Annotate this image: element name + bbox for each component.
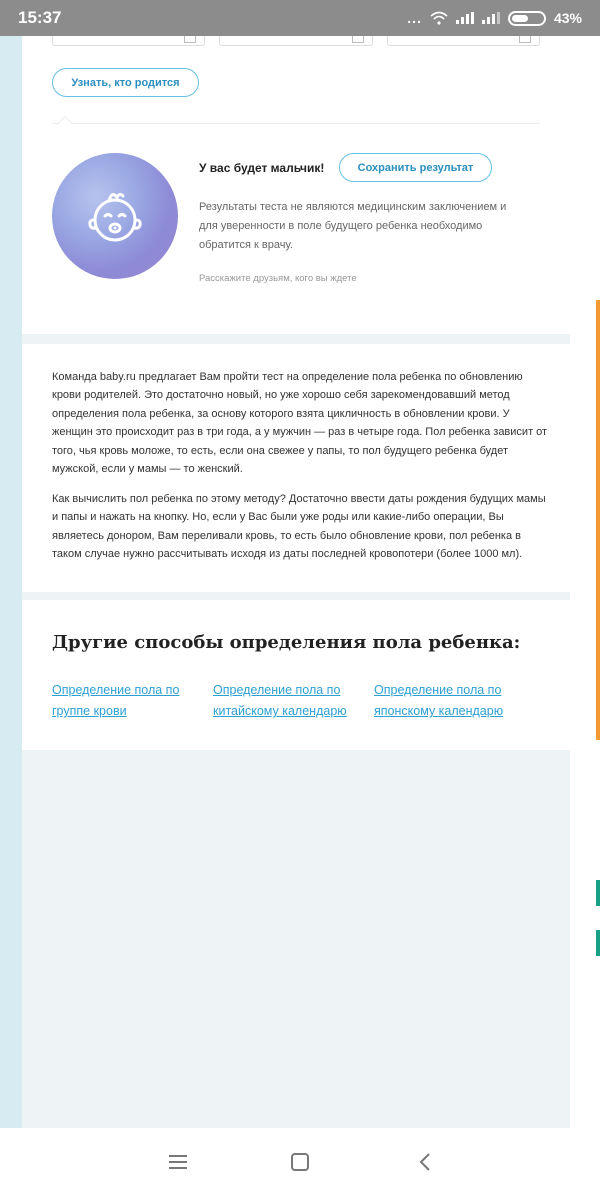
other-methods-card bbox=[22, 600, 570, 750]
link-chinese-calendar[interactable]: Определение пола по китайскому календарю bbox=[213, 683, 347, 718]
back-icon[interactable] bbox=[414, 1150, 438, 1174]
date-select-day[interactable] bbox=[52, 36, 205, 46]
more-dots: ... bbox=[407, 10, 422, 26]
baby-face-icon bbox=[83, 184, 147, 248]
green-sidebar-accent-2 bbox=[596, 930, 600, 956]
share-prompt: Расскажите друзьям, кого вы ждете bbox=[199, 273, 357, 284]
status-icons bbox=[407, 10, 582, 26]
status-bar bbox=[0, 0, 600, 36]
left-sidebar-strip bbox=[0, 36, 22, 1128]
save-result-button[interactable]: Сохранить результат bbox=[339, 153, 492, 182]
other-methods-links bbox=[52, 680, 552, 722]
article-paragraph-1: Команда baby.ru предлагает Вам пройти тест на определение пола ребенка по обновлению крови родителей. Это достаточно новый, но уже хорошо себя зарекомендовавший метод определения пола ребенка, за основу которого взята цикличность в обновлении крови. У женщин это происходит раз в три года, а у мужчин — раз в четыре года. Пол ребенка зависит от того, чья кровь моложе, то есть, если она свежее у папы, то пол будущего ребенка будет мужской, если у мамы — то женский. bbox=[52, 371, 548, 476]
result-title: У вас будет мальчик! bbox=[199, 161, 325, 175]
divider bbox=[52, 123, 540, 124]
date-select-month[interactable] bbox=[219, 36, 372, 46]
clock: 15:37 bbox=[18, 8, 62, 27]
menu-icon[interactable] bbox=[166, 1150, 190, 1174]
battery-icon bbox=[508, 11, 546, 26]
date-inputs bbox=[52, 36, 540, 46]
signal-icon-2 bbox=[482, 12, 500, 24]
wifi-icon bbox=[430, 11, 448, 25]
date-select-year[interactable] bbox=[387, 36, 540, 46]
link-blood-group[interactable]: Определение пола по группе крови bbox=[52, 683, 180, 718]
find-out-button[interactable]: Узнать, кто родится bbox=[52, 68, 199, 97]
signal-icon bbox=[456, 12, 474, 24]
green-sidebar-accent bbox=[596, 880, 600, 906]
other-methods-title: Другие способы определения пола ребенка: bbox=[52, 632, 521, 653]
result-avatar bbox=[52, 153, 178, 279]
battery-percent: 43% bbox=[553, 10, 582, 26]
android-nav-bar bbox=[0, 1128, 600, 1199]
link-japanese-calendar[interactable]: Определение пола по японскому календарю bbox=[374, 683, 504, 718]
orange-sidebar-accent bbox=[596, 300, 600, 740]
article-paragraph-2: Как вычислить пол ребенка по этому методу? Достаточно ввести даты рождения будущих мамы и папы и нажать на кнопку. Но, если у Вас были уже роды или какие-либо операции, Вы являетесь донором, Вам переливали кровь, то есть было обновление крови, пол ребенка в таком случае нужно рассчитывать исходя из даты последней кровопотери (более 1000 мл). bbox=[52, 493, 546, 561]
home-icon[interactable] bbox=[288, 1150, 312, 1174]
result-disclaimer: Результаты теста не являются медицинским заключением и для уверенности в поле будущего ребенка необходимо обратится к врачу. bbox=[199, 201, 507, 251]
